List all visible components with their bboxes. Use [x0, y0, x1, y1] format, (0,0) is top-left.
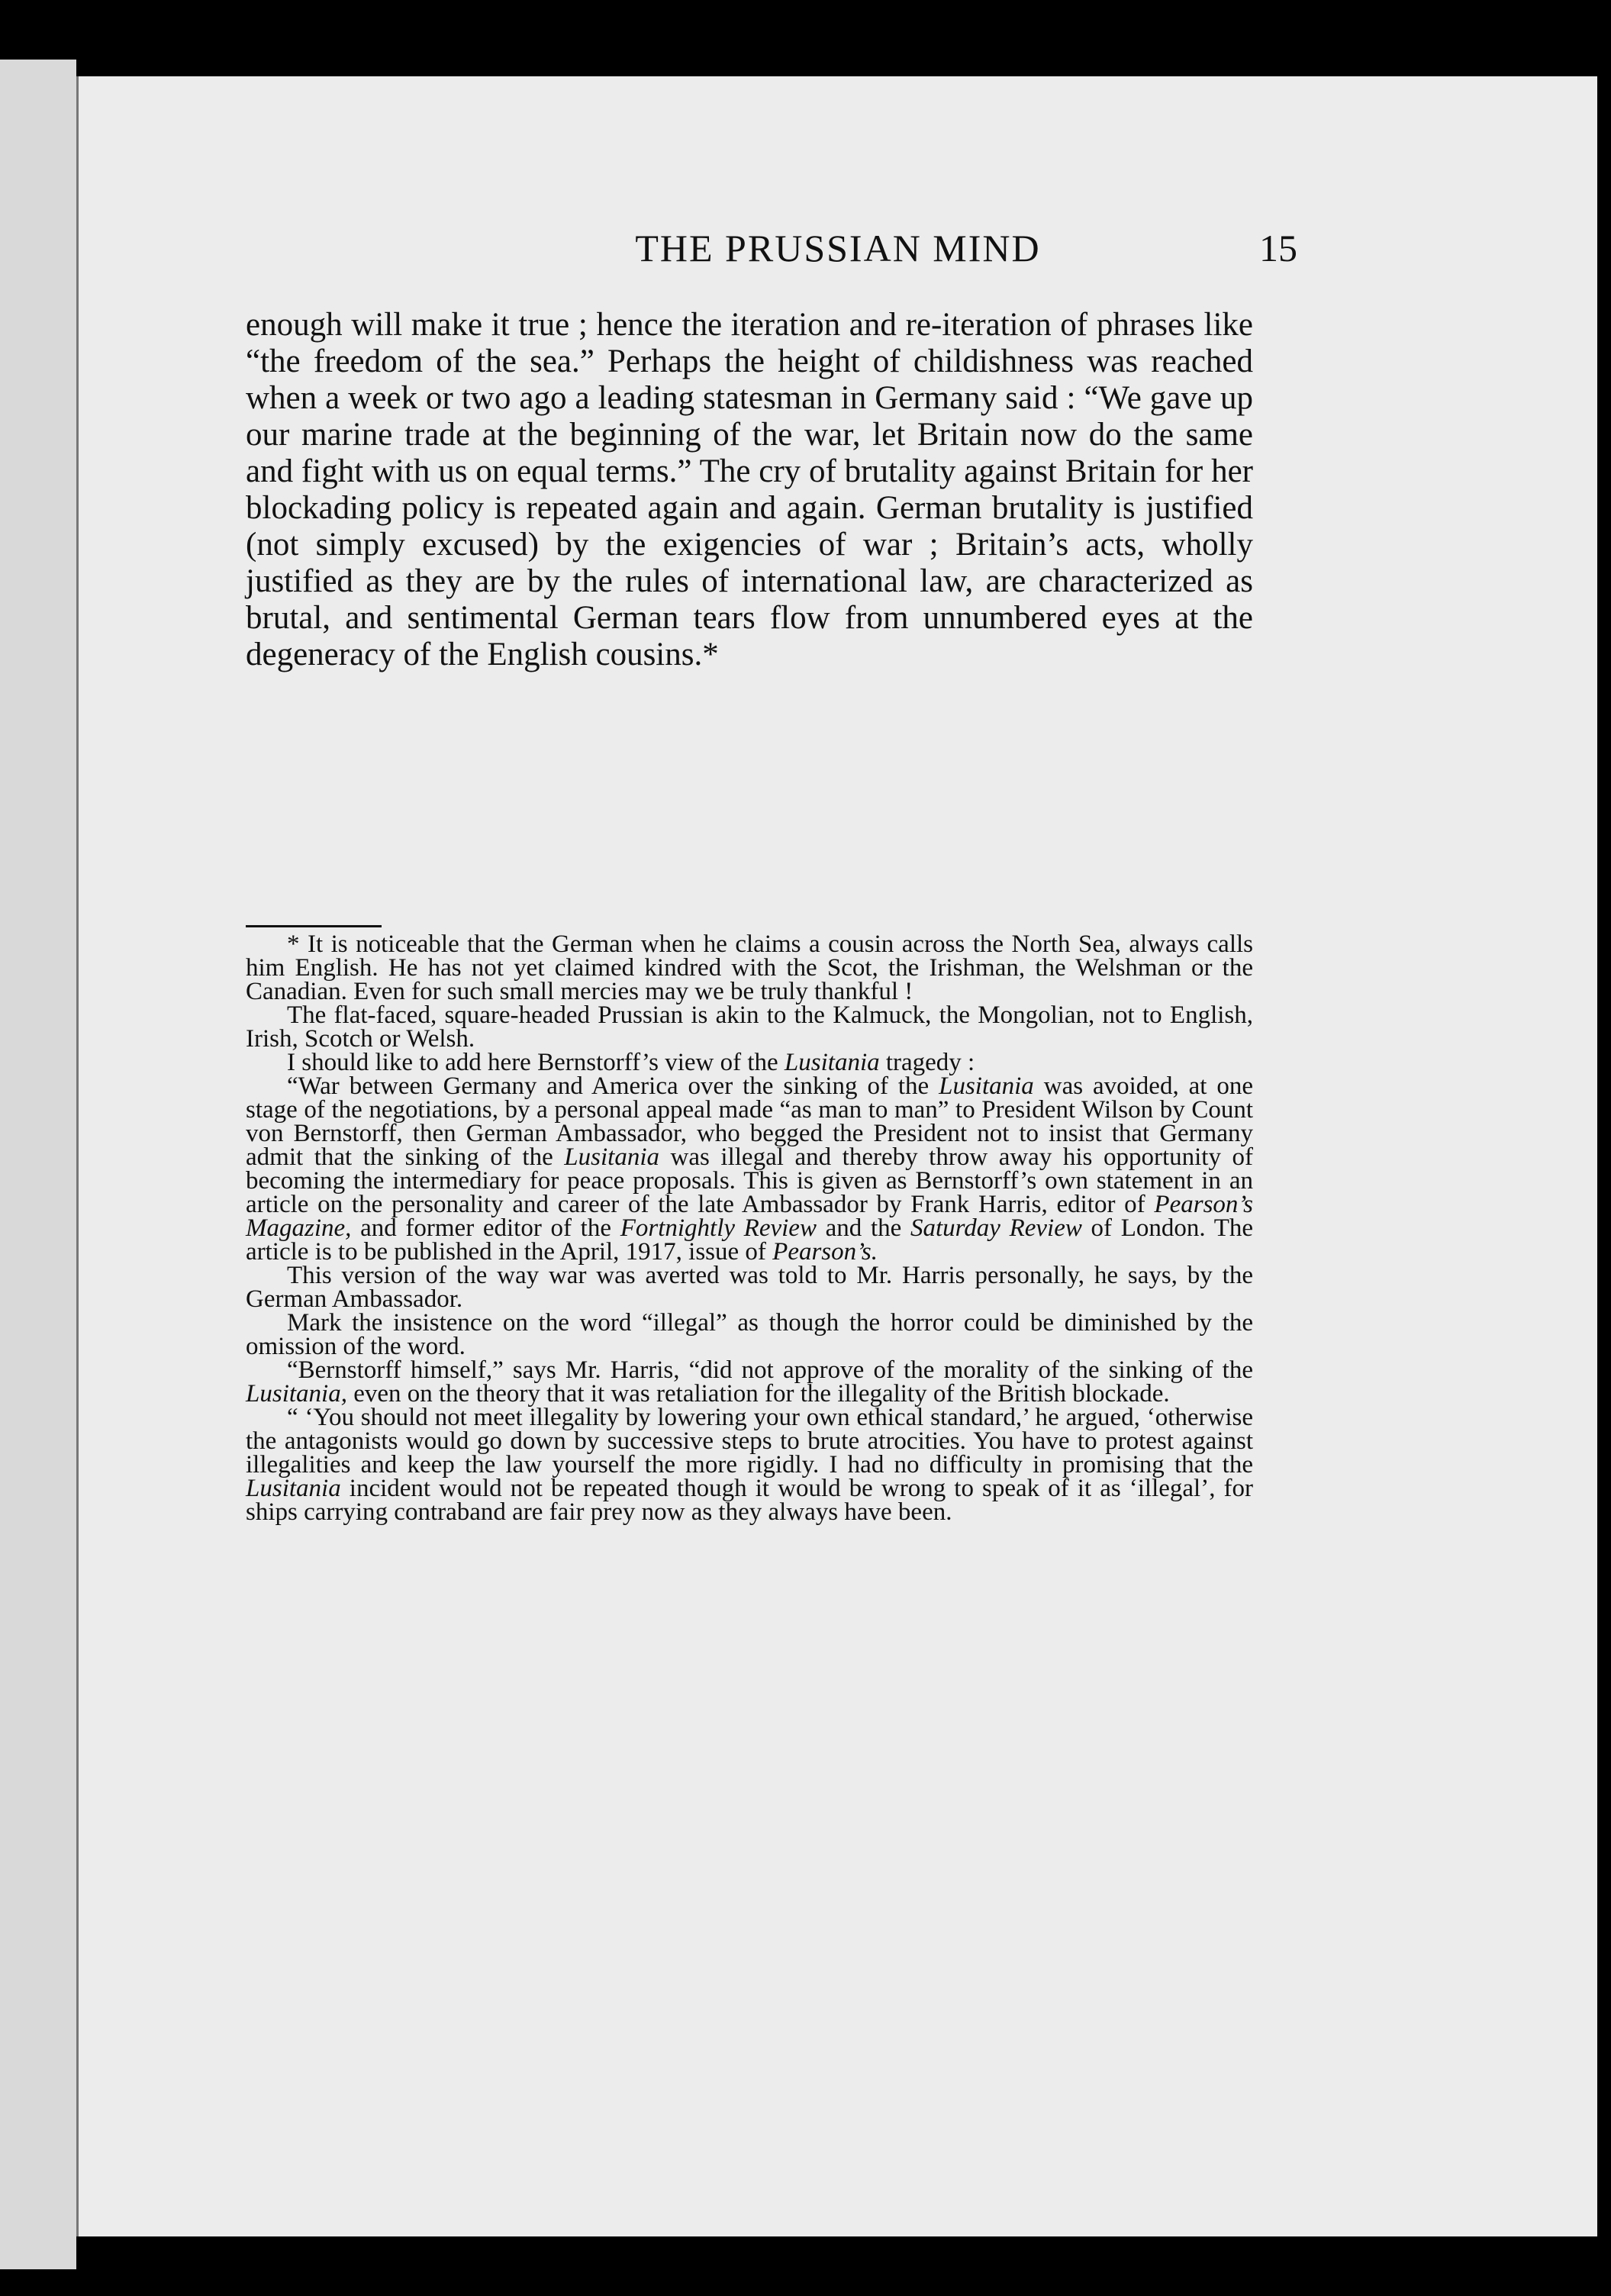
- facing-page-edge: [0, 60, 76, 2269]
- footnote-text: of London. The article is to be published in the April, 1917, issue of: [246, 1214, 1253, 1266]
- footnote-text: even on the theory that it was retaliation for the illegality of the British blockade.: [346, 1380, 1170, 1408]
- ship-name: Lusitania: [784, 1049, 880, 1076]
- footnote-text: and the: [816, 1214, 910, 1242]
- footnote-paragraph-8: [246, 1406, 1253, 1524]
- ship-name: Lusitania: [564, 1143, 659, 1171]
- publication-name: Saturday Review: [910, 1214, 1082, 1242]
- footnote-text: “War between Germany and America over the sinking of the: [287, 1072, 939, 1100]
- footnote-text: was avoided, at one stage of the negotiations, by a personal appeal made “as man to man” to President Wilson by Count von Bernstorff, then German Ambassador, who begged the President not to insist that Germany admit that the sinking of the: [246, 1072, 1254, 1171]
- page-number: 15: [1259, 227, 1297, 269]
- publication-name: Pearson’s Magazine,: [246, 1191, 1253, 1242]
- footnote-paragraph-7: [246, 1356, 1253, 1408]
- footnote-block: [246, 930, 1254, 1526]
- main-paragraph: enough will make it true ; hence the iteration and re-iteration of phrases like “the freedom of the sea.” Perhaps the height of childishness was reached when a week or two ago a leading statesman in Germany said : “We gave up our marine trade at the beginning of the war, let Britain now do the same and fight with us on equal terms.” The cry of brutality against Britain for her blockading policy is repeated again and again. German brutality is justified (not simply excused) by the exigencies of war ; Britain’s acts, wholly justified as they are by the rules of international law, are characterized as brutal, and sentimental German tears flow from unnumbered eyes at the degeneracy of the English cousins.*: [246, 307, 1253, 672]
- footnote-rule: [246, 925, 382, 927]
- footnote-paragraph-6: Mark the insistence on the word “illegal” as though the horror could be diminished by the omission of the word.: [246, 1309, 1253, 1360]
- publication-name: Fortnightly Review: [620, 1214, 817, 1242]
- footnote-text: and former editor of the: [351, 1214, 620, 1242]
- running-title: THE PRUSSIAN MIND: [635, 227, 1041, 269]
- footnote-paragraph-5: This version of the way war was averted was told to Mr. Harris personally, he says, by the German Ambassador.: [246, 1262, 1253, 1313]
- running-head: [456, 229, 1297, 290]
- footnote-text: incident would not be repeated though it would be wrong to speak of it as ‘illegal’, for ships carrying contraband are fair prey now as they always have been.: [246, 1475, 1253, 1526]
- publication-name: Pearson’s.: [772, 1238, 878, 1266]
- footnote-paragraph-4: [246, 1072, 1254, 1266]
- footnote-paragraph-2: The flat-faced, square-headed Prussian is akin to the Kalmuck, the Mongolian, not to English, Irish, Scotch or Welsh.: [246, 1001, 1253, 1053]
- footnote-paragraph-3: [246, 1051, 1253, 1075]
- footnote-text: tragedy :: [879, 1049, 975, 1076]
- footnote-text: “Bernstorff himself,” says Mr. Harris, “did not approve of the morality of the sinking of the: [287, 1356, 1253, 1384]
- ship-name: Lusitania,: [246, 1380, 347, 1408]
- footnote-paragraph-1: * It is noticeable that the German when he claims a cousin across the North Sea, always calls him English. He has not yet claimed kindred with the Scot, the Irishman, the Welshman or the Canadian. Even for such small mercies may we be truly thankful !: [246, 930, 1253, 1005]
- footnote-text: “ ‘You should not meet illegality by lowering your own ethical standard,’ he argued, ‘otherwise the antagonists would go down by successive steps to brute atrocities. You have to protest against illegalities and keep the law yourself the more rigidly. I had no difficulty in promising that the: [246, 1404, 1253, 1479]
- footnote-text: I should like to add here Bernstorff’s view of the: [287, 1049, 785, 1076]
- footnote-text: was illegal and thereby throw away his opportunity of becoming the intermediary for peace proposals. This is given as Bernstorff’s own statement in an article on the personality and career of the late Ambassador by Frank Harris, editor of: [246, 1143, 1253, 1218]
- ship-name: Lusitania: [939, 1072, 1034, 1100]
- ship-name: Lusitania: [246, 1475, 341, 1502]
